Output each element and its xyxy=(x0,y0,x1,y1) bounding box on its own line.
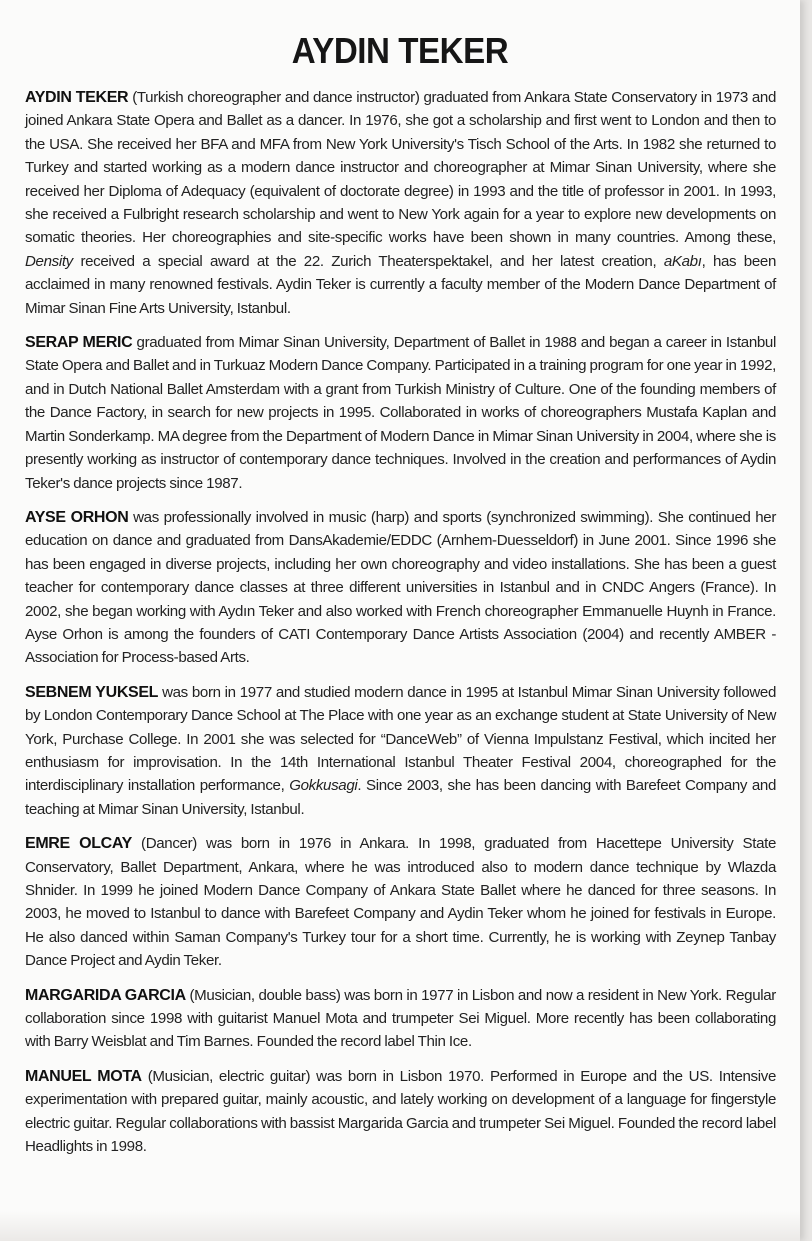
bio-text: . Since 2003, she has been dancing with Barefeet Company and teaching at Mimar Sinan University, Istanbul. xyxy=(25,777,776,818)
page-title: AYDIN TEKER xyxy=(291,30,509,71)
bio-name: SEBNEM YUKSEL xyxy=(25,683,159,701)
bio-name: AYDIN TEKER xyxy=(25,89,129,106)
bio-serap-meric xyxy=(25,331,776,495)
bio-text: received a special award at the 22. Zurich Theaterspektakel, and her latest creation, xyxy=(72,252,664,270)
bio-text: (Turkish choreographer and dance instructor) graduated from Ankara State Conservatory in 1973 and joined Ankara State Opera and Ballet as a dancer. In 1976, she got a scholarship and first went to London and then to the USA. She received her BFA and MFA from New York University's Tisch School of the Arts. In 1982 she returned to Turkey and started working as a modern dance instructor and choreographer at Mimar Sinan University, where she received her Diploma of Adequacy (equivalent of doctorate degree) in 1993 and the title of professor in 2001. In 1993, she received a Fulbright research scholarship and went to New York again for a year to explore new developments on somatic theories. Her choreographies and site-specific works have been shown in many countries. Among these, xyxy=(25,89,776,247)
bio-text: (Musician, double bass) was born in 1977 in Lisbon and now a resident in New York. Regular collaboration since 1998 with guitarist Manuel Mota and trumpeter Sei Miguel. More recently has been collaborating with Barry Weisblat and Tim Barnes. Founded the record label Thin Ice. xyxy=(25,986,776,1051)
work-title: Density xyxy=(25,252,73,270)
bio-text: was born in 1977 and studied modern dance in 1995 at Istanbul Mimar Sinan University followed by London Contemporary Dance School at The Place with one year as an exchange student at State University of New York, Purchase College. In 2001 she was selected for “DanceWeb” of Vienna Impulstanz Festival, which incited her enthusiasm for improvisation. In the 14th International Istanbul Theater Festival 2004, choreographed for the interdisciplinary installation performance, xyxy=(25,683,776,795)
work-title: Gokkusagi xyxy=(289,777,358,795)
bio-name: MARGARIDA GARCIA xyxy=(25,986,186,1004)
bio-name: SERAP MERIC xyxy=(25,334,133,352)
bio-text: was professionally involved in music (harp) and sports (synchronized swimming). She continued her education on dance and graduated from DansAkademie/EDDC (Arnhem-Duesseldorf) in June 2001. Since 1996 she has been engaged in diverse projects, including her own choreography and video installations. She has been a guest teacher for contemporary dance classes at three different universities in Istanbul and in CNDC Angers (France). In 2002, she began working with Aydın Teker and also worked with French choreographer Emmanuelle Huynh in France. Ayse Orhon is among the founders of CATI Contemporary Dance Artists Association (2004) and recently AMBER - Association for Process-based Arts. xyxy=(25,508,776,667)
bio-margarida-garcia xyxy=(25,984,776,1054)
bio-name: AYSE ORHON xyxy=(25,508,129,526)
bio-manuel-mota xyxy=(25,1065,776,1159)
bio-name: EMRE OLCAY xyxy=(25,835,132,853)
bio-aydin-teker xyxy=(25,86,776,320)
bio-text: , has been acclaimed in many renowned festivals. Aydin Teker is currently a faculty member of the Modern Dance Department of Mimar Sinan Fine Arts University, Istanbul. xyxy=(25,252,776,317)
work-title: aKabı xyxy=(663,252,702,270)
bio-text: graduated from Mimar Sinan University, Department of Ballet in 1988 and began a career in Istanbul State Opera and Ballet and in Turkuaz Modern Dance Company. Participated in a training program for one year in 1992, and in Dutch National Ballet Amsterdam with a grant from Turkish Ministry of Culture. One of the founding members of the Dance Factory, in search for new projects in 1995. Collaborated in works of choreographers Mustafa Kaplan and Martin Sonderkamp. MA degree from the Department of Modern Dance in Mimar Sinan University in 2004, where she is presently working as instructor of contemporary dance techniques. Involved in the creation and performances of Aydin Teker's dance projects since 1987. xyxy=(25,334,776,492)
biographies xyxy=(25,86,776,1169)
bio-emre-olcay xyxy=(25,832,776,972)
bio-name: MANUEL MOTA xyxy=(25,1067,142,1085)
bio-text: (Dancer) was born in 1976 in Ankara. In 1998, graduated from Hacettepe University State Conservatory, Ballet Department, Ankara, where he was introduced also to modern dance technique by Wlazda Shnider. In 1999 he joined Modern Dance Company of Ankara State Ballet where he danced for three seasons. In 2003, he moved to Istanbul to dance with Barefeet Company and Aydin Teker whom he joined for festivals in Europe. He also danced within Saman Company's Turkey tour for a short time. Currently, he is working with Zeynep Tanbay Dance Project and Aydin Teker. xyxy=(25,835,776,970)
bio-sebnem-yuksel xyxy=(25,681,776,821)
bio-text: (Musician, electric guitar) was born in Lisbon 1970. Performed in Europe and the US. Intensive experimentation with prepared guitar, mainly acoustic, and lately working on development of a language for fingerstyle electric guitar. Regular collaborations with bassist Margarida Garcia and trumpeter Sei Miguel. Founded the record label Headlights in 1998. xyxy=(25,1067,776,1156)
bio-ayse-orhon xyxy=(25,506,776,670)
